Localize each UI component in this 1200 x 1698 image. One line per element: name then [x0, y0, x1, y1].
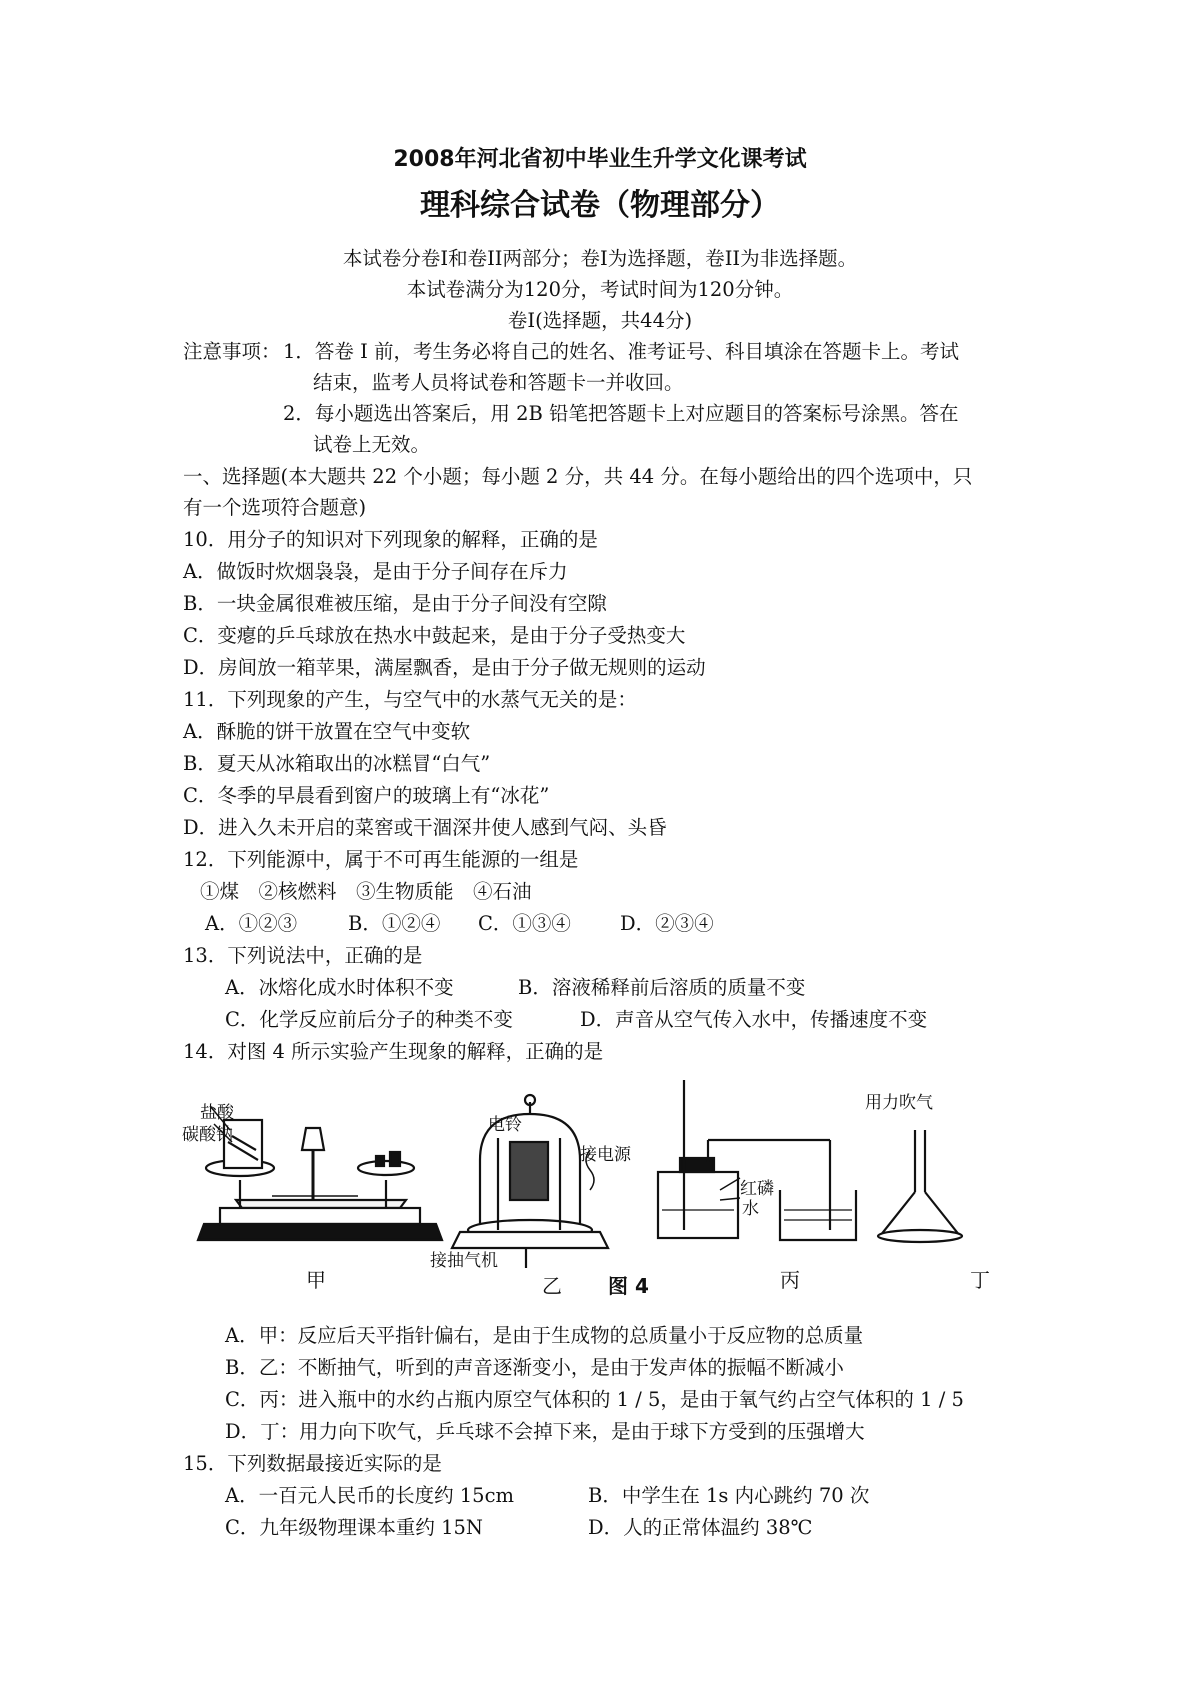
q12-items: ①煤 ②核燃料 ③生物质能 ④石油	[200, 880, 532, 903]
q10-stem: 10．用分子的知识对下列现象的解释，正确的是	[183, 528, 598, 551]
note-1-line-1: 1．答卷 I 前，考生务必将自己的姓名、准考证号、科目填涂在答题卡上。考试	[283, 340, 960, 363]
note-2-line-2: 试卷上无效。	[313, 433, 431, 456]
q14-option-b: B．乙：不断抽气，听到的声音逐渐变小，是由于发声体的振幅不断减小	[225, 1356, 844, 1379]
label-sodium-carbonate: 碳酸钠	[182, 1125, 233, 1145]
q14-option-d: D．丁：用力向下吹气，乒乓球不会掉下来，是由于球下方受到的压强增大	[225, 1420, 865, 1443]
notes-label: 注意事项：	[183, 340, 281, 363]
part1-line-2: 有一个选项符合题意)	[183, 496, 367, 519]
label-hydrochloric-acid: 盐酸	[200, 1103, 234, 1123]
label-water: 水	[742, 1199, 759, 1219]
figure-label-ding: 丁	[970, 1268, 990, 1292]
q14-option-a: A．甲：反应后天平指针偏右，是由于生成物的总质量小于反应物的总质量	[225, 1324, 864, 1347]
q11-option-a: A．酥脆的饼干放置在空气中变软	[183, 720, 471, 743]
figure-caption: 图 4	[608, 1274, 649, 1298]
q12-option-a: A．①②③	[205, 912, 298, 935]
q10-option-a: A．做饭时炊烟袅袅，是由于分子间存在斥力	[183, 560, 568, 583]
q15-stem: 15．下列数据最接近实际的是	[183, 1452, 442, 1475]
q15-option-a: A．一百元人民币的长度约 15cm	[225, 1484, 515, 1507]
figure-label-jia: 甲	[306, 1268, 326, 1292]
figure-label-bing: 丙	[780, 1268, 800, 1292]
exam-title: 2008年河北省初中毕业生升学文化课考试	[393, 147, 807, 172]
q13-stem: 13．下列说法中，正确的是	[183, 944, 423, 967]
q15-option-b: B．中学生在 1s 内心跳约 70 次	[588, 1484, 870, 1507]
q12-option-b: B．①②④	[348, 912, 441, 935]
section-title: 卷I(选择题，共44分)	[507, 309, 693, 332]
q15-option-d: D．人的正常体温约 38℃	[588, 1516, 813, 1539]
q10-option-b: B．一块金属很难被压缩，是由于分子间没有空隙	[183, 592, 607, 615]
label-connect-power: 接电源	[580, 1145, 631, 1165]
q13-option-d: D．声音从空气传入水中，传播速度不变	[580, 1008, 928, 1031]
q10-option-d: D．房间放一箱苹果，满屋飘香，是由于分子做无规则的运动	[183, 656, 706, 679]
part1-line-1: 一、选择题(本大题共 22 个小题；每小题 2 分，共 44 分。在每小题给出的四个选项中，只	[183, 465, 973, 488]
balance-apparatus	[198, 1106, 442, 1240]
q13-option-b: B．溶液稀释前后溶质的质量不变	[518, 976, 806, 999]
note-2-line-1: 2．每小题选出答案后，用 2B 铅笔把答题卡上对应题目的答案标号涂黑。答在	[283, 402, 959, 425]
intro-line-1: 本试卷分卷I和卷II两部分；卷I为选择题，卷II为非选择题。	[342, 247, 858, 270]
funnel-apparatus	[878, 1130, 962, 1242]
q12-option-c: C．①③④	[478, 912, 571, 935]
exam-subtitle: 理科综合试卷（物理部分）	[420, 188, 780, 223]
q13-option-c: C．化学反应前后分子的种类不变	[225, 1008, 513, 1031]
q12-option-d: D．②③④	[620, 912, 714, 935]
q11-option-b: B．夏天从冰箱取出的冰糕冒“白气”	[183, 752, 491, 775]
label-red-phosphorus: 红磷	[740, 1179, 774, 1199]
q15-option-c: C．九年级物理课本重约 15N	[225, 1516, 483, 1539]
q12-stem: 12．下列能源中，属于不可再生能源的一组是	[183, 848, 579, 871]
q14-stem: 14．对图 4 所示实验产生现象的解释，正确的是	[183, 1040, 604, 1063]
q14-option-c: C．丙：进入瓶中的水约占瓶内原空气体积的 1 / 5，是由于氧气约占空气体积的 1 / 5	[225, 1388, 964, 1411]
q11-stem: 11．下列现象的产生，与空气中的水蒸气无关的是：	[183, 688, 637, 711]
figure-label-yi: 乙	[542, 1274, 562, 1298]
q11-option-c: C．冬季的早晨看到窗户的玻璃上有“冰花”	[183, 784, 550, 807]
bell-jar-apparatus	[452, 1095, 608, 1268]
intro-line-2: 本试卷满分为120分，考试时间为120分钟。	[406, 278, 794, 301]
q13-option-a: A．冰熔化成水时体积不变	[225, 976, 454, 999]
q10-option-c: C．变瘪的乒乓球放在热水中鼓起来，是由于分子受热变大	[183, 624, 686, 647]
q11-option-d: D．进入久未开启的菜窖或干涸深井使人感到气闷、头昏	[183, 816, 667, 839]
label-electric-bell: 电铃	[488, 1115, 522, 1135]
figure-4	[180, 1080, 1040, 1300]
label-blow-hard: 用力吹气	[865, 1093, 933, 1113]
label-connect-pump: 接抽气机	[430, 1251, 498, 1271]
note-1-line-2: 结束，监考人员将试卷和答题卡一并收回。	[313, 371, 684, 394]
